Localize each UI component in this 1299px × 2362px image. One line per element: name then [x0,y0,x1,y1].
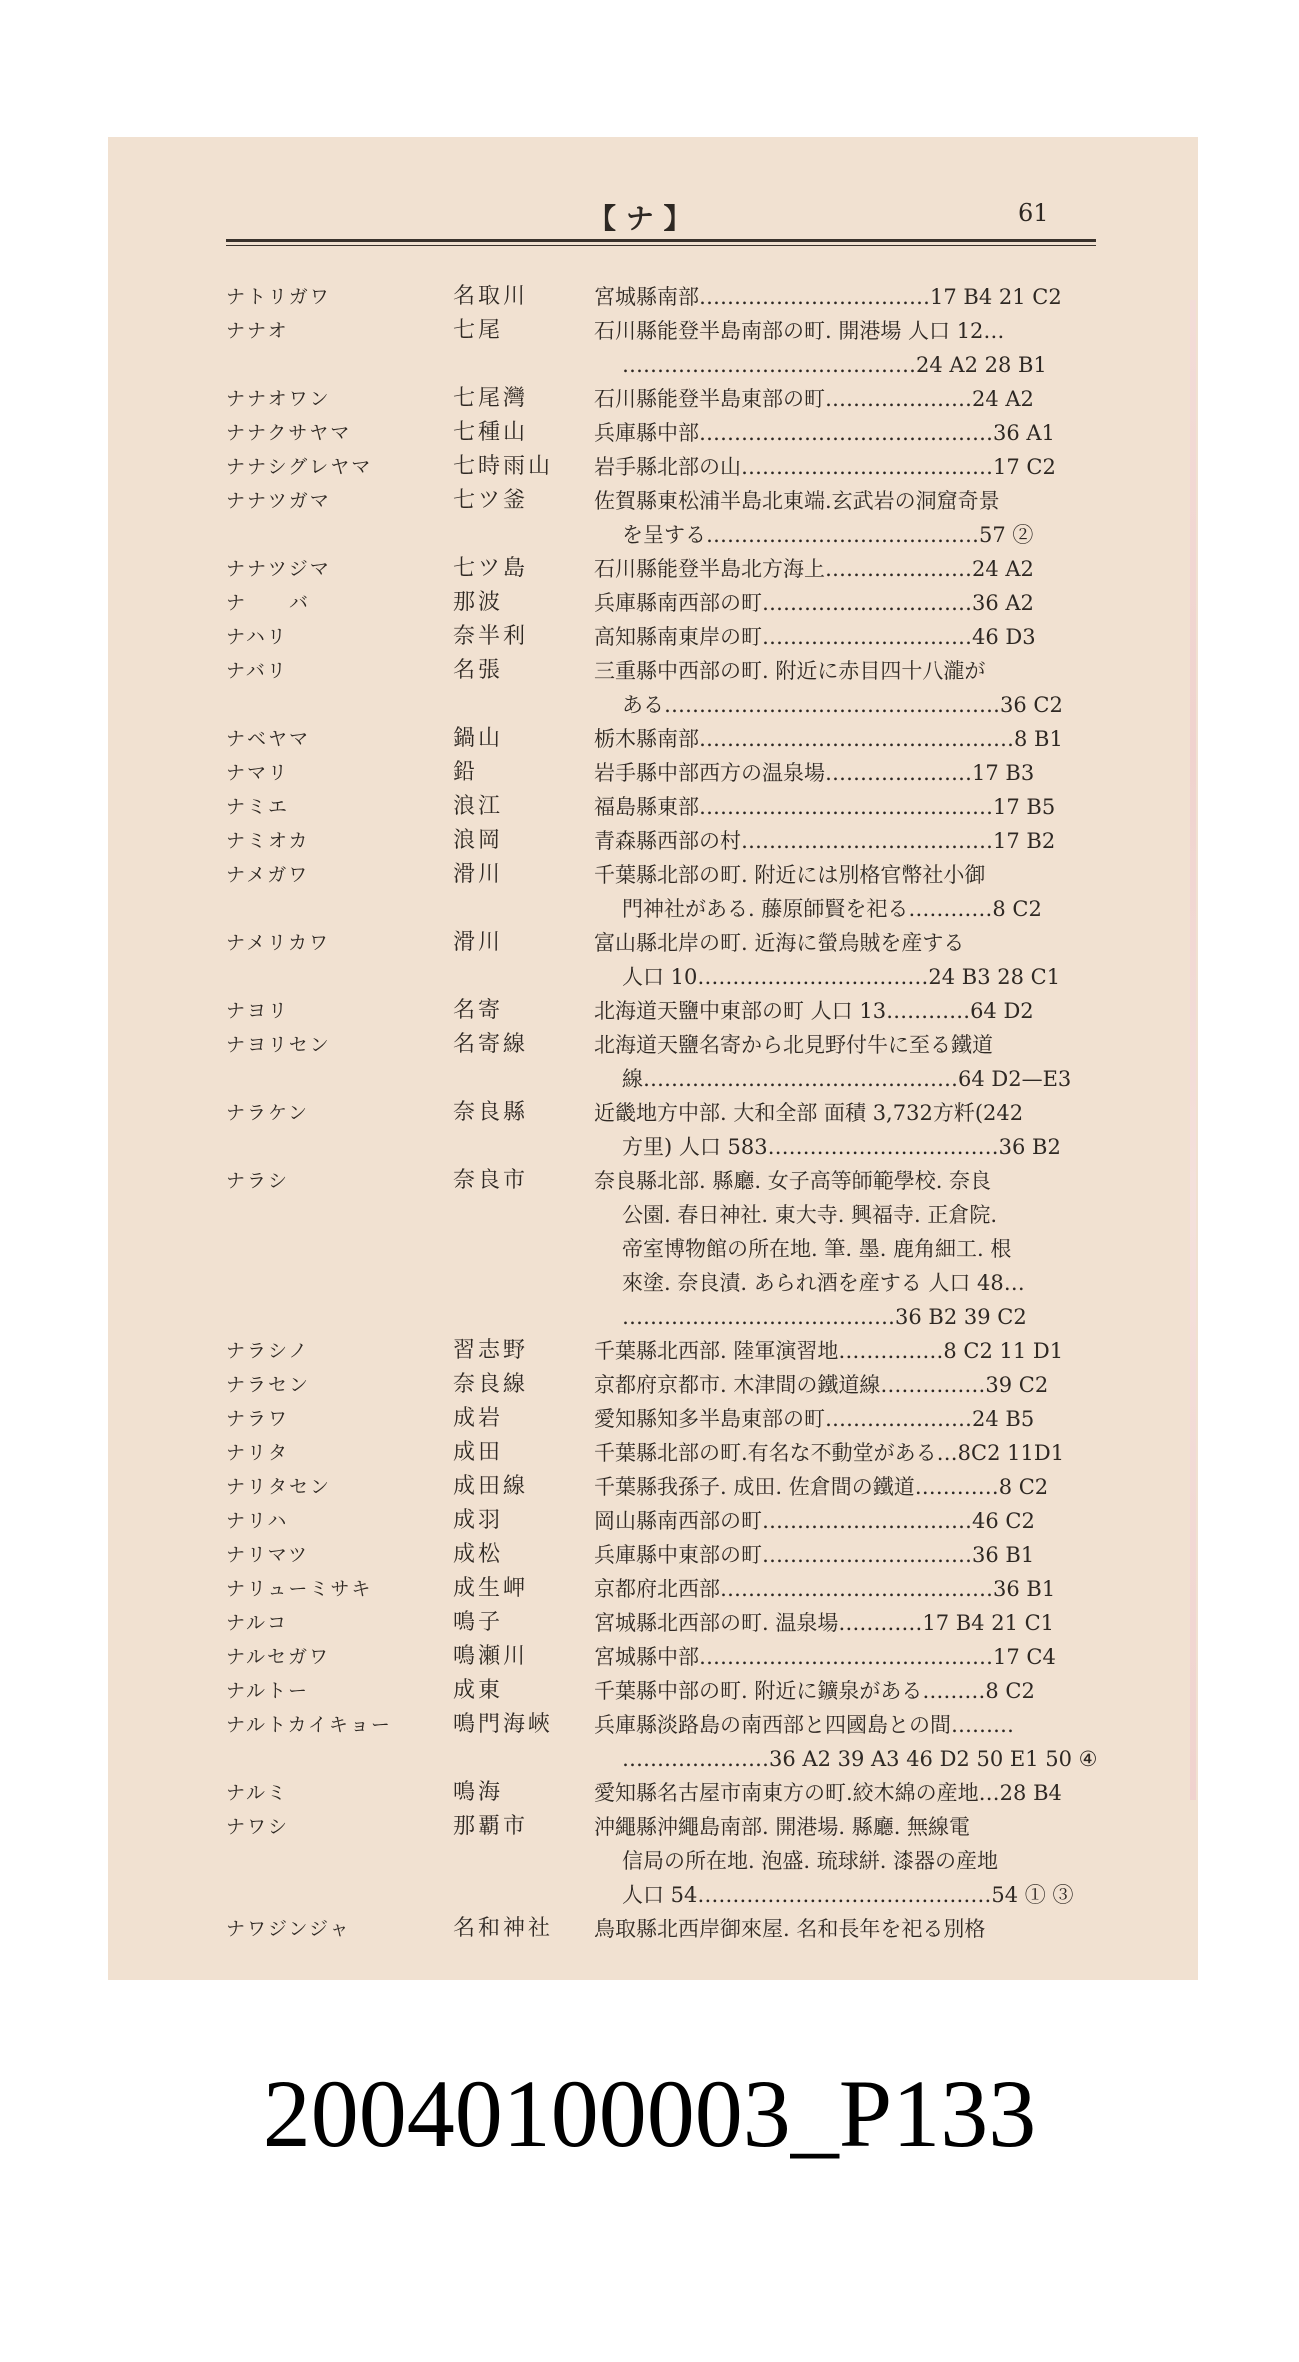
entry-kanji: 成羽 [453,1508,504,1533]
entry-description [594,1436,1122,1470]
gazetteer-entry [108,926,1198,994]
description-line: ……………………………………24 A2 28 B1 [622,353,1047,377]
entry-description [594,1912,1122,1946]
gazetteer-entry [108,1708,1198,1776]
description-line: ある…………………………………………36 C2 [622,693,1063,717]
description-line: 愛知縣知多半島東部の町…………………24 B5 [594,1407,1035,1431]
entry-kana: ナ バ [226,592,311,614]
entry-kanji: 那波 [453,590,504,615]
entry-kanji: 七尾 [453,318,504,343]
entry-kana: ナワシ [226,1816,290,1838]
entry-description [594,1028,1122,1096]
description-line: 石川縣能登半島北方海上…………………24 A2 [594,557,1034,581]
entry-kana: ナラワ [226,1408,290,1430]
gazetteer-entry [108,484,1198,552]
entry-description [594,1368,1122,1402]
entry-kana: ナリマツ [226,1544,310,1566]
description-line: 奈良縣北部. 縣廳. 女子高等師範學校. 奈良 [594,1169,992,1193]
entry-kanji: 七時雨山 [453,454,554,479]
description-line: 京都府北西部…………………………………36 B1 [594,1577,1056,1601]
scan-identifier: 20040100003_P133 [262,2060,1037,2167]
description-line: 近畿地方中部. 大和全部 面積 3,732方粁(242 [594,1101,1024,1125]
entry-kanji: 名和神社 [453,1916,554,1941]
entry-kanji: 七尾灣 [453,386,529,411]
entry-kanji: 習志野 [453,1338,529,1363]
description-line: 來塗. 奈良漬. あられ酒を産する 人口 48… [622,1271,1025,1295]
entry-kanji: 七種山 [453,420,529,445]
entry-description [594,586,1122,620]
entry-description [594,1402,1122,1436]
gazetteer-entry [108,586,1198,620]
description-line: 人口 10……………………………24 B3 28 C1 [622,965,1061,989]
description-line: 千葉縣北西部. 陸軍演習地……………8 C2 11 D1 [594,1339,1064,1363]
entry-description [594,824,1122,858]
gazetteer-entry [108,382,1198,416]
gazetteer-entry [108,654,1198,722]
entry-kana: ナラシノ [226,1340,310,1362]
entry-kana: ナヨリセン [226,1034,331,1056]
gazetteer-entry [108,1334,1198,1368]
gazetteer-entry [108,1096,1198,1164]
description-line: 兵庫縣淡路島の南西部と四國島との間……… [594,1713,1014,1737]
entry-kana: ナリハ [226,1510,289,1532]
description-line: 千葉縣北部の町. 附近には別格官幣社小御 [594,863,986,887]
entry-kana: ナラケン [226,1102,310,1124]
entry-kanji: 浪江 [453,794,504,819]
entry-kanji: 鉛 [453,760,479,785]
entry-kanji: 奈良市 [453,1168,529,1193]
gazetteer-entries [108,280,1198,1946]
entry-kana: ナベヤマ [226,728,311,750]
book-page [108,137,1198,1980]
description-line: 福島縣東部……………………………………17 B5 [594,795,1056,819]
entry-kanji: 奈良線 [453,1372,529,1397]
gazetteer-entry [108,1368,1198,1402]
gazetteer-entry [108,1776,1198,1810]
gazetteer-entry [108,314,1198,382]
entry-kana: ナミオカ [226,830,310,852]
entry-kana: ナリューミサキ [226,1578,373,1600]
description-line: …………………36 A2 39 A3 46 D2 50 E1 50 ④ [622,1747,1098,1771]
description-line: 兵庫縣南西部の町…………………………36 A2 [594,591,1034,615]
entry-kana: ナトリガワ [226,286,331,308]
description-line: 岩手縣北部の山………………………………17 C2 [594,455,1056,479]
entry-kana: ナナオワン [226,388,331,410]
entry-kanji: 奈半利 [453,624,529,649]
entry-description [594,722,1122,756]
gazetteer-entry [108,1810,1198,1912]
entry-description [594,416,1122,450]
entry-kana: ナルトー [226,1680,310,1702]
description-line: 三重縣中西部の町. 附近に赤目四十八瀧が [594,659,986,683]
entry-description [594,994,1122,1028]
entry-kanji: 鍋山 [453,726,504,751]
gazetteer-entry [108,1640,1198,1674]
entry-kana: ナラシ [226,1170,290,1192]
entry-kana: ナミエ [226,796,290,818]
entry-kanji: 滑川 [453,862,504,887]
description-line: 信局の所在地. 泡盛. 琉球絣. 漆器の産地 [622,1849,999,1873]
entry-kanji: 成田 [453,1440,504,1465]
entry-description [594,1640,1122,1674]
entry-description [594,1810,1122,1912]
entry-description [594,1164,1122,1334]
description-line: 公園. 春日神社. 東大寺. 興福寺. 正倉院. [622,1203,998,1227]
entry-description [594,756,1122,790]
entry-description [594,1674,1122,1708]
gazetteer-entry [108,790,1198,824]
entry-kana: ナメガワ [226,864,310,886]
gazetteer-entry [108,1538,1198,1572]
entry-kanji: 七ツ釜 [453,488,529,513]
entry-kana: ナナツガマ [226,490,331,512]
entry-kanji: 成岩 [453,1406,504,1431]
description-line: 千葉縣北部の町.有名な不動堂がある…8C2 11D1 [594,1441,1065,1465]
page-number: 61 [1018,199,1049,227]
entry-kana: ナルトカイキョー [226,1714,392,1736]
entry-description [594,790,1122,824]
gazetteer-entry [108,1912,1198,1946]
entry-description [594,1334,1122,1368]
entry-description [594,1776,1122,1810]
entry-description [594,1096,1122,1164]
entry-kanji: 七ツ島 [453,556,529,581]
entry-description [594,1538,1122,1572]
entry-description [594,1470,1122,1504]
description-line: 帝室博物館の所在地. 筆. 墨. 鹿角細工. 根 [622,1237,1012,1261]
entry-description [594,858,1122,926]
description-line: 青森縣西部の村………………………………17 B2 [594,829,1056,853]
description-line: 兵庫縣中部……………………………………36 A1 [594,421,1055,445]
entry-description [594,450,1122,484]
gazetteer-entry [108,1402,1198,1436]
entry-description [594,1606,1122,1640]
description-line: を呈する…………………………………57 ② [622,523,1034,547]
entry-kana: ナナクサヤマ [226,422,352,444]
entry-kanji: 成東 [453,1678,504,1703]
entry-kanji: 鳴海 [453,1780,504,1805]
description-line: 千葉縣我孫子. 成田. 佐倉間の鐵道…………8 C2 [594,1475,1049,1499]
description-line: 兵庫縣中東部の町…………………………36 B1 [594,1543,1035,1567]
entry-description [594,654,1122,722]
gazetteer-entry [108,1436,1198,1470]
description-line: …………………………………36 B2 39 C2 [622,1305,1027,1329]
header-rule-thick [226,239,1096,242]
description-line: 宮城縣南部……………………………17 B4 21 C2 [594,285,1062,309]
page-edge-stain [1190,300,1196,1800]
entry-description [594,1708,1122,1776]
entry-kanji: 名寄 [453,998,504,1023]
gazetteer-entry [108,756,1198,790]
entry-kana: ナヨリ [226,1000,290,1022]
entry-kana: ナルセガワ [226,1646,331,1668]
gazetteer-entry [108,1028,1198,1096]
description-line: 千葉縣中部の町. 附近に鑛泉がある………8 C2 [594,1679,1035,1703]
description-line: 石川縣能登半島東部の町…………………24 A2 [594,387,1034,411]
entry-kanji: 成田線 [453,1474,529,1499]
entry-kana: ナメリカワ [226,932,331,954]
description-line: 栃木縣南部………………………………………8 B1 [594,727,1063,751]
gazetteer-entry [108,824,1198,858]
section-mark: 【 ナ 】 [588,202,692,235]
gazetteer-entry [108,994,1198,1028]
entry-kanji: 奈良縣 [453,1100,529,1125]
gazetteer-entry [108,722,1198,756]
entry-kana: ナリタ [226,1442,290,1464]
entry-kanji: 成松 [453,1542,504,1567]
gazetteer-entry [108,416,1198,450]
gazetteer-entry [108,1164,1198,1334]
description-line: 沖繩縣沖繩島南部. 開港場. 縣廳. 無線電 [594,1815,971,1839]
entry-kana: ナナオ [226,320,289,342]
description-line: 岡山縣南西部の町…………………………46 C2 [594,1509,1035,1533]
gazetteer-entry [108,1572,1198,1606]
description-line: 宮城縣北西部の町. 温泉場…………17 B4 21 C1 [594,1611,1055,1635]
entry-kanji: 鳴子 [453,1610,504,1635]
gazetteer-entry [108,1504,1198,1538]
description-line: 北海道天鹽名寄から北見野付牛に至る鐵道 [594,1033,993,1057]
gazetteer-entry [108,1606,1198,1640]
entry-kana: ナリタセン [226,1476,332,1498]
entry-description [594,280,1122,314]
description-line: 門神社がある. 藤原師賢を祀る…………8 C2 [622,897,1042,921]
entry-kana: ナマリ [226,762,290,784]
description-line: 佐賀縣東松浦半島北東端.玄武岩の洞窟奇景 [594,489,1000,513]
gazetteer-entry [108,1674,1198,1708]
gazetteer-entry [108,280,1198,314]
entry-kanji: 成生岬 [453,1576,529,1601]
description-line: 石川縣能登半島南部の町. 開港場 人口 12… [594,319,1005,343]
entry-kana: ナラセン [226,1374,311,1396]
entry-kanji: 鳴門海峽 [453,1712,554,1737]
description-line: 富山縣北岸の町. 近海に螢烏賊を産する [594,931,965,955]
entry-description [594,552,1122,586]
entry-kanji: 名取川 [453,284,529,309]
entry-description [594,1504,1122,1538]
entry-kanji: 滑川 [453,930,504,955]
description-line: 線………………………………………64 D2—E3 [622,1067,1072,1091]
entry-kanji: 那覇市 [453,1814,529,1839]
entry-kana: ナワジンジャ [226,1918,351,1940]
description-line: 人口 54……………………………………54 ① ③ [622,1883,1074,1907]
description-line: 京都府京都市. 木津間の鐵道線……………39 C2 [594,1373,1049,1397]
gazetteer-entry [108,450,1198,484]
page-header [108,197,1198,237]
description-line: 北海道天鹽中東部の町 人口 13…………64 D2 [594,999,1034,1023]
description-line: 宮城縣中部……………………………………17 C4 [594,1645,1056,1669]
entry-description [594,314,1122,382]
entry-description [594,484,1122,552]
entry-description [594,926,1122,994]
description-line: 鳥取縣北西岸御來屋. 名和長年を祀る別格 [594,1917,986,1941]
description-line: 高知縣南東岸の町…………………………46 D3 [594,625,1036,649]
gazetteer-entry [108,858,1198,926]
gazetteer-entry [108,552,1198,586]
entry-kana: ナルミ [226,1782,289,1804]
description-line: 方里) 人口 583……………………………36 B2 [622,1135,1061,1159]
entry-kanji: 名寄線 [453,1032,529,1057]
entry-description [594,1572,1122,1606]
entry-kanji: 鳴瀬川 [453,1644,529,1669]
entry-kanji: 浪岡 [453,828,504,853]
entry-kana: ナバリ [226,660,288,682]
entry-kana: ナナシグレヤマ [226,456,373,478]
description-line: 愛知縣名古屋市南東方の町.絞木綿の産地…28 B4 [594,1781,1062,1805]
entry-kana: ナナツジマ [226,558,331,580]
description-line: 岩手縣中部西方の温泉場…………………17 B3 [594,761,1035,785]
entry-description [594,382,1122,416]
gazetteer-entry [108,620,1198,654]
entry-kana: ナルコ [226,1612,289,1634]
gazetteer-entry [108,1470,1198,1504]
entry-description [594,620,1122,654]
header-rule-thin [226,245,1096,246]
entry-kanji: 名張 [453,658,504,683]
entry-kana: ナハリ [226,626,288,648]
